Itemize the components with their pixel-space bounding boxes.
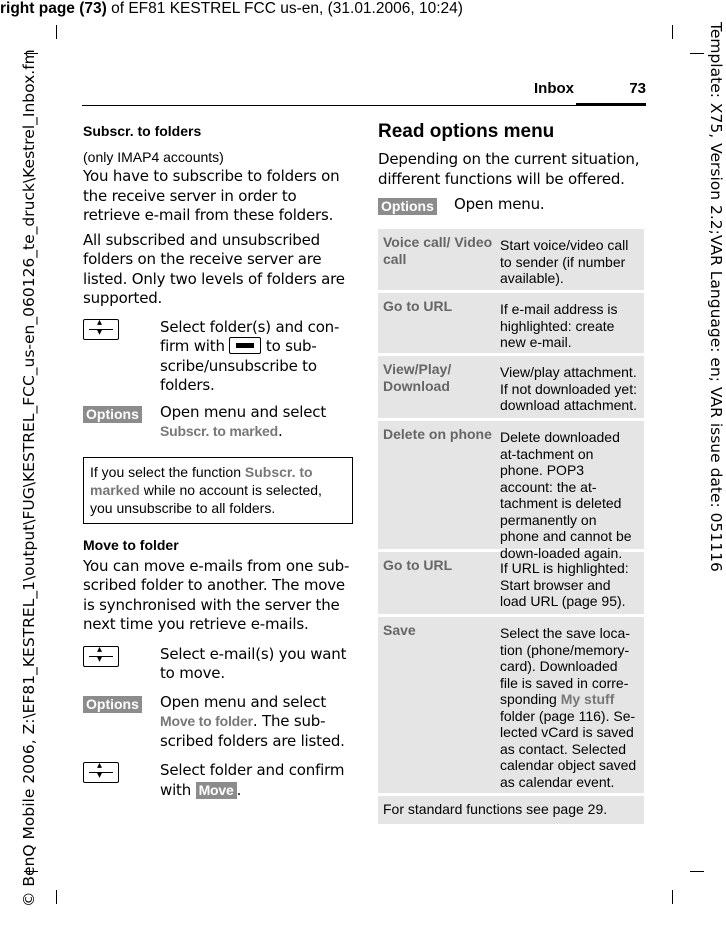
options-table bbox=[378, 229, 644, 824]
center-key-icon bbox=[229, 337, 261, 354]
print-header-info: of EF81 KESTREL FCC us-en, (31.01.2006, 10:24) bbox=[106, 0, 463, 17]
subscr-paragraph-2: All subscribed and unsubscribed folders on the receive server are listed. Only two levels of folders are supported. bbox=[83, 230, 345, 307]
note-text: If you select the function bbox=[90, 463, 245, 480]
step-text: Select e-mail(s) you want to move. bbox=[160, 644, 347, 682]
option-name: Go to URL bbox=[383, 557, 453, 573]
template-text: Template: X75, Version 2.2;VAR Language: en; VAR issue date: 051116 bbox=[707, 22, 725, 572]
table-row bbox=[378, 229, 644, 290]
option-description bbox=[500, 622, 638, 790]
menu-function: Move to folder bbox=[160, 713, 253, 729]
description-text: Select the save loca-tion (phone/memory-card). Downloaded file is saved in corre-sponding bbox=[500, 625, 630, 707]
page-number-rule bbox=[576, 103, 646, 106]
option-description: View/play attachment. If not downloaded yet: download attachment. bbox=[500, 364, 637, 413]
crop-mark bbox=[690, 53, 704, 54]
options-softkey: Options bbox=[378, 198, 437, 215]
step-text: Select folder and confirm with bbox=[160, 761, 345, 799]
option-name: View/Play/ Download bbox=[383, 361, 452, 394]
option-description: If e-mail address is highlighted: create new e-mail. bbox=[500, 301, 618, 350]
navigation-key-icon bbox=[83, 646, 119, 667]
read-options-heading: Read options menu bbox=[378, 121, 555, 142]
table-row bbox=[378, 421, 644, 561]
options-softkey: Options bbox=[83, 406, 142, 423]
crop-mark bbox=[672, 890, 673, 904]
table-footer: For standard functions see page 29. bbox=[378, 796, 644, 824]
crop-mark bbox=[690, 871, 704, 872]
side-template bbox=[707, 22, 726, 922]
menu-function: My stuff bbox=[560, 691, 615, 707]
step-text: . bbox=[277, 422, 283, 440]
crop-mark bbox=[672, 25, 673, 39]
table-row bbox=[378, 552, 644, 614]
info-note bbox=[83, 457, 353, 524]
step-text: Select folder(s) and con-firm with bbox=[160, 317, 340, 355]
option-name: Go to URL bbox=[383, 298, 453, 314]
step-open-move-menu bbox=[83, 693, 353, 752]
step-text: Open menu and select bbox=[160, 402, 327, 421]
step-text: . bbox=[236, 780, 242, 799]
table-row bbox=[378, 617, 644, 793]
option-description: Delete downloaded at-tachment on phone. POP3 account: the at-tachment is deleted permanently on phone and cannot be down-loaded again. bbox=[500, 429, 632, 561]
move-heading: Move to folder bbox=[83, 536, 179, 553]
left-column bbox=[83, 120, 353, 800]
navigation-key-icon bbox=[83, 762, 119, 783]
subscr-paragraph-1: You have to subscribe to folders on the receive server in order to retrieve e-mail from these folders. bbox=[83, 167, 340, 224]
page-number: 73 bbox=[629, 80, 646, 97]
move-paragraph: You can move e-mails from one sub-scribed folder to another. The move is synchronised with the server the next time you retrieve e-mails. bbox=[83, 556, 350, 633]
page-header bbox=[82, 78, 646, 106]
option-name: Voice call/ Video call bbox=[383, 234, 493, 267]
subscr-note: (only IMAP4 accounts) bbox=[83, 149, 224, 165]
step-text: to sub-scribe/unsubscribe to folders. bbox=[160, 337, 317, 394]
description-text: folder (page 116). Se-lected vCard is saved as contact. Selected calendar object saved as calendar event. bbox=[500, 707, 637, 790]
step-select-folders bbox=[83, 318, 353, 396]
step-text: . The sub-scribed folders are listed. bbox=[160, 712, 345, 750]
print-header bbox=[0, 0, 463, 18]
option-description: If URL is highlighted: Start browser and load URL (page 95). bbox=[500, 560, 629, 609]
option-name: Delete on phone bbox=[383, 426, 492, 442]
step-select-emails bbox=[83, 645, 353, 684]
step-confirm-folder bbox=[83, 761, 353, 800]
table-row bbox=[378, 356, 644, 418]
read-options-intro: Depending on the current situation, different functions will be offered. bbox=[378, 150, 640, 188]
step-open-menu bbox=[83, 403, 353, 442]
copyright-text: © BenQ Mobile 2006, Z:\EF81_KESTREL_1\output\FUG\KESTREL_FCC_us-en_060126_te_druck\Kestrel_Inbox.fm bbox=[20, 49, 38, 907]
note-text: while no account is selected, you unsubscribe to all folders. bbox=[90, 481, 322, 516]
option-name: Save bbox=[383, 622, 416, 638]
menu-function: Subscr. to marked bbox=[160, 423, 278, 439]
page-title: Inbox bbox=[534, 80, 574, 97]
right-column bbox=[378, 120, 646, 824]
step-open-options bbox=[378, 195, 646, 215]
navigation-key-icon bbox=[83, 319, 119, 340]
crop-mark bbox=[56, 890, 57, 904]
print-header-page: right page (73) bbox=[0, 0, 107, 17]
table-row bbox=[378, 293, 644, 353]
option-description: Start voice/video call to sender (if number available). bbox=[500, 237, 629, 286]
subscr-heading: Subscr. to folders bbox=[83, 123, 202, 139]
menu-function: Subscr. to marked bbox=[90, 463, 313, 498]
crop-mark bbox=[56, 25, 57, 39]
move-softkey: Move bbox=[196, 782, 237, 799]
side-copyright bbox=[20, 49, 40, 925]
options-softkey: Options bbox=[83, 696, 142, 713]
step-text: Open menu. bbox=[454, 195, 545, 213]
step-text: Open menu and select bbox=[160, 692, 327, 711]
